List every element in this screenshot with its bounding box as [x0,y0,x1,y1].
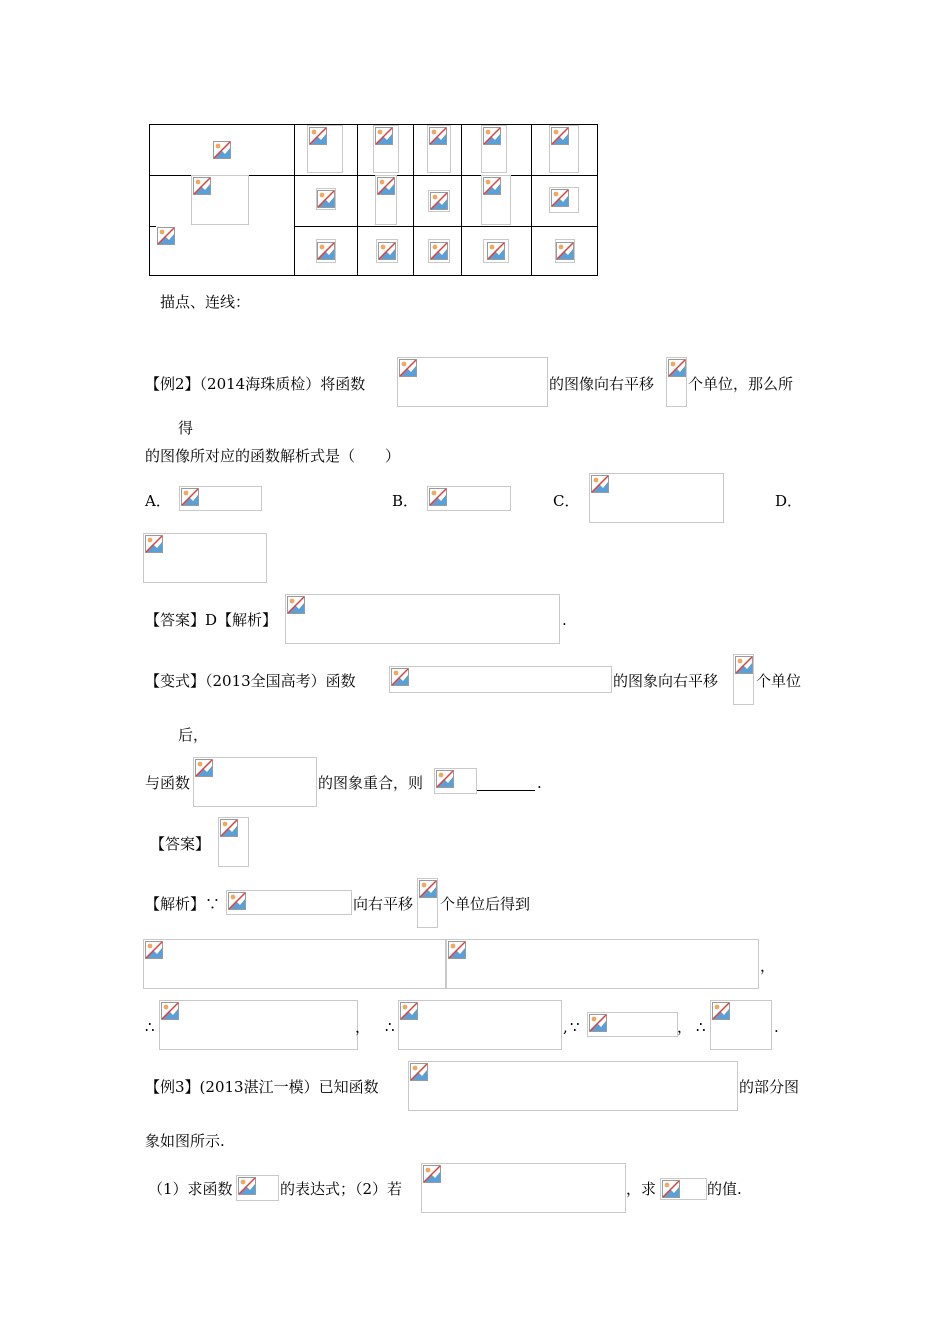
example3-suffix: 的部分图 [739,1078,800,1096]
table-cell-image [376,239,398,263]
question-mid1: 的表达式；（2）若 [280,1180,403,1198]
formula-image [389,666,612,693]
formula-image [408,1061,738,1111]
broken-image-icon [399,359,417,377]
formula-image [193,757,317,807]
question-end: 的值. [707,1180,742,1198]
answer2-label: 【答案】 [150,835,211,853]
broken-image-icon [430,242,448,260]
broken-image-icon [436,770,454,788]
answer1-end: . [562,611,567,629]
comma: ， [760,957,776,975]
broken-image-icon [238,1177,256,1195]
broken-image-icon [735,656,753,674]
comma: ， [677,1018,693,1036]
option-b-label: B． [392,492,419,510]
formula-image [417,878,438,928]
variant-prefix: 【变式】（2013全国高考）函数 [145,672,356,690]
formula-image [660,1178,707,1200]
formula-image [446,939,759,989]
variant-line2-mid: 的图象重合，则 [318,774,424,792]
table-cell-image [481,175,511,225]
broken-image-icon [193,177,211,195]
answer1-prefix: 【答案】D【解析】 [145,611,278,629]
broken-image-icon [195,759,213,777]
broken-image-icon [317,242,335,260]
broken-image-icon [377,177,395,195]
formula-image [236,1175,279,1201]
answer1-formula [285,594,560,644]
formula-image [421,1163,626,1213]
example2-mid: 的图像向右平移 [549,375,655,393]
option-c-label: C． [553,492,580,510]
table-cell-image [307,125,343,173]
variant-hou: 后， [178,726,209,744]
broken-image-icon [662,1180,680,1198]
broken-image-icon [378,242,396,260]
broken-image-icon [161,1002,179,1020]
table-cell-image [427,125,451,173]
because-sign: ∵ [570,1018,580,1036]
table-cell-image [316,239,336,263]
formula-image [710,1000,772,1050]
broken-image-icon [181,488,199,506]
table-cell-image [481,125,507,173]
variant-mid: 的图象向右平移 [613,672,719,690]
therefore-sign: ∴ [696,1018,706,1036]
option-a-formula [179,486,262,511]
answer2-formula [218,817,249,867]
broken-image-icon [287,596,305,614]
option-d-formula [143,533,267,583]
question-mid2: ，求 [626,1180,657,1198]
broken-image-icon [375,127,393,145]
broken-image-icon [591,475,609,493]
table-cell-image [483,239,509,263]
variant-line2-prefix: 与函数 [145,774,191,792]
example2-prefix: 【例2】（2014海珠质检）将函数 [145,375,366,393]
broken-image-icon [551,189,569,207]
formula-image [143,939,446,989]
broken-image-icon [145,941,163,959]
formula-image [733,654,754,705]
broken-image-icon [410,1063,428,1081]
broken-image-icon [448,941,466,959]
broken-image-icon [551,127,569,145]
broken-image-icon [589,1014,607,1032]
comma: , [563,1018,568,1036]
broken-image-icon [712,1002,730,1020]
formula-image [397,357,548,407]
plot-instruction: 描点、连线： [160,293,251,311]
table-cell-image [428,190,450,212]
broken-image-icon [317,190,335,208]
period: . [774,1018,779,1036]
table-cell-image [212,140,232,160]
table-cell-image [316,188,336,210]
analysis-suffix: 个单位后得到 [440,895,531,913]
broken-image-icon [400,1002,418,1020]
option-c-formula [589,473,724,523]
broken-image-icon [309,127,327,145]
broken-image-icon [429,488,447,506]
therefore-sign: ∴ [145,1018,155,1036]
table-cell-image [555,239,575,263]
table-cell-image [191,175,249,225]
table-cell-image [549,187,579,213]
broken-image-icon [668,359,686,377]
analysis-mid: 向右平移 [353,895,414,913]
variant-suffix: 个单位 [756,672,802,690]
broken-image-icon [429,127,447,145]
formula-image [587,1012,678,1037]
question-prefix: （1）求函数 [148,1180,233,1198]
formula-image [434,768,477,794]
answer-blank[interactable] [477,790,535,791]
comma: ， [355,1018,371,1036]
formula-image [226,890,352,915]
example2-suffix: 个单位，那么所 [688,375,794,393]
formula-image [398,1000,562,1050]
broken-image-icon [419,880,437,898]
therefore-sign: ∴ [385,1018,395,1036]
option-a-label: A． [145,492,171,510]
table-cell-image [375,175,397,225]
broken-image-icon [430,192,448,210]
broken-image-icon [391,668,409,686]
broken-image-icon [483,127,501,145]
broken-image-icon [556,242,574,260]
table-cell-image [156,226,294,274]
broken-image-icon [228,892,246,910]
broken-image-icon [487,242,505,260]
example3-line2: 象如图所示. [145,1132,225,1150]
variant-line2-end: . [537,774,542,792]
formula-image [159,1000,358,1050]
broken-image-icon [220,819,238,837]
broken-image-icon [483,177,501,195]
option-d-label: D． [775,492,803,510]
example3-prefix: 【例3】(2013湛江一模）已知函数 [145,1078,379,1096]
example2-de: 得 [178,419,194,437]
table-cell-image [549,125,579,173]
option-b-formula [427,486,511,511]
example2-line2: 的图像所对应的函数解析式是（ ） [145,447,401,465]
table-cell-image [373,125,399,173]
formula-image [666,357,687,407]
broken-image-icon [213,141,231,159]
broken-image-icon [157,227,175,245]
broken-image-icon [423,1165,441,1183]
broken-image-icon [145,535,163,553]
analysis-prefix: 【解析】∵ [145,895,221,913]
table-cell-image [428,239,450,263]
